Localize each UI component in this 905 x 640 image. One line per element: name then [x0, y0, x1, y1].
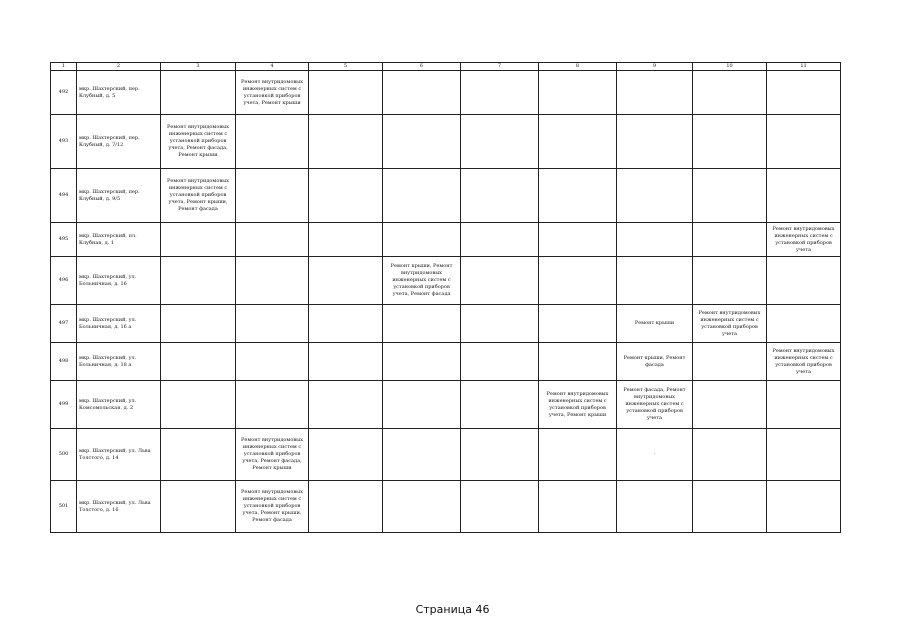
work-cell-col-7 — [461, 115, 539, 169]
work-cell-col-10 — [693, 115, 767, 169]
work-cell-col-11: Ремонт внутридомовых инженерных систем с установкой приборов учета — [767, 343, 841, 381]
work-cell-col-4: Ремонт внутридомовых инженерных систем с установкой приборов учета, Ремонт крыши, Ремонт фасада — [236, 481, 309, 533]
work-cell-col-3 — [161, 343, 236, 381]
work-cell-col-5 — [309, 257, 383, 305]
work-cell-col-8: Ремонт внутридомовых инженерных систем с установкой приборов учета, Ремонт крыши — [539, 381, 617, 429]
row-number: 494 — [51, 169, 77, 223]
work-cell-col-6 — [383, 115, 461, 169]
work-cell-col-3 — [161, 381, 236, 429]
building-address: мкр. Шахтерский, ул. Льва Толстого, д. 14 — [77, 429, 161, 481]
work-cell-col-3 — [161, 305, 236, 343]
work-cell-col-9: · — [617, 429, 693, 481]
work-cell-col-9: Ремонт крыши, Ремонт фасада — [617, 343, 693, 381]
work-cell-col-8 — [539, 257, 617, 305]
work-cell-col-3 — [161, 257, 236, 305]
work-cell-col-4 — [236, 169, 309, 223]
building-address: мкр. Шахтерский, пер. Клубный, д. 7/12 — [77, 115, 161, 169]
work-cell-col-5 — [309, 115, 383, 169]
table-row — [51, 343, 841, 381]
work-cell-col-9 — [617, 257, 693, 305]
work-cell-col-10 — [693, 429, 767, 481]
work-cell-col-10 — [693, 169, 767, 223]
column-header-10: 10 — [693, 63, 767, 71]
table-row — [51, 305, 841, 343]
work-cell-col-10 — [693, 71, 767, 115]
building-address: мкр. Шахтерский, ул. Комсомольская, д. 2 — [77, 381, 161, 429]
building-address: мкр. Шахтерский, ул. Больничная, д. 16 а — [77, 305, 161, 343]
work-cell-col-6 — [383, 429, 461, 481]
work-cell-col-8 — [539, 305, 617, 343]
column-header-7: 7 — [461, 63, 539, 71]
work-cell-col-10 — [693, 381, 767, 429]
page-number: Страница 46 — [415, 603, 490, 616]
building-address: мкр. Шахтерский, ул. Больничная, д. 16 — [77, 257, 161, 305]
work-cell-col-8 — [539, 481, 617, 533]
capital-repair-schedule-table — [50, 62, 841, 533]
work-cell-col-5 — [309, 429, 383, 481]
work-cell-col-7 — [461, 169, 539, 223]
table-row — [51, 381, 841, 429]
work-cell-col-6 — [383, 71, 461, 115]
building-address: мкр. Шахтерский, пер. Клубный, д. 9/5 — [77, 169, 161, 223]
table-row — [51, 223, 841, 257]
building-address: мкр. Шахтерский, пл. Клубная, д. 1 — [77, 223, 161, 257]
building-address: мкр. Шахтерский, пер. Клубный, д. 5 — [77, 71, 161, 115]
table-row — [51, 429, 841, 481]
work-cell-col-8 — [539, 429, 617, 481]
table-row — [51, 71, 841, 115]
work-cell-col-10 — [693, 257, 767, 305]
work-cell-col-7 — [461, 343, 539, 381]
work-cell-col-6 — [383, 305, 461, 343]
column-header-1: 1 — [51, 63, 77, 71]
work-cell-col-11 — [767, 169, 841, 223]
column-header-3: 3 — [161, 63, 236, 71]
work-cell-col-7 — [461, 257, 539, 305]
work-cell-col-3 — [161, 71, 236, 115]
work-cell-col-5 — [309, 71, 383, 115]
work-cell-col-5 — [309, 343, 383, 381]
work-cell-col-9 — [617, 481, 693, 533]
work-cell-col-7 — [461, 481, 539, 533]
table-row — [51, 481, 841, 533]
work-cell-col-9: Ремонт крыши — [617, 305, 693, 343]
work-cell-col-3 — [161, 223, 236, 257]
work-cell-col-8 — [539, 115, 617, 169]
work-cell-col-11 — [767, 481, 841, 533]
work-cell-col-7 — [461, 223, 539, 257]
work-cell-col-11 — [767, 305, 841, 343]
work-cell-col-3 — [161, 429, 236, 481]
row-number: 499 — [51, 381, 77, 429]
work-cell-col-9 — [617, 115, 693, 169]
work-cell-col-3: Ремонт внутридомовых инженерных систем с установкой приборов учета, Ремонт фасада, Ремонт крыши — [161, 115, 236, 169]
work-cell-col-5 — [309, 223, 383, 257]
work-cell-col-11 — [767, 115, 841, 169]
work-cell-col-5 — [309, 381, 383, 429]
work-cell-col-11 — [767, 381, 841, 429]
work-cell-col-6 — [383, 381, 461, 429]
work-cell-col-8 — [539, 223, 617, 257]
work-cell-col-10 — [693, 481, 767, 533]
work-cell-col-8 — [539, 71, 617, 115]
column-header-6: 6 — [383, 63, 461, 71]
work-cell-col-9 — [617, 71, 693, 115]
work-cell-col-8 — [539, 343, 617, 381]
column-header-9: 9 — [617, 63, 693, 71]
row-number: 500 — [51, 429, 77, 481]
row-number: 495 — [51, 223, 77, 257]
work-cell-col-11: Ремонт внутридомовых инженерных систем с установкой приборов учета — [767, 223, 841, 257]
building-address: мкр. Шахтерский, ул. Льва Толстого, д. 16 — [77, 481, 161, 533]
work-cell-col-9 — [617, 223, 693, 257]
work-cell-col-9: Ремонт фасада, Ремонт внутридомовых инженерных систем с установкой приборов учета — [617, 381, 693, 429]
work-cell-col-4 — [236, 381, 309, 429]
work-cell-col-10: Ремонт внутридомовых инженерных систем с установкой приборов учета — [693, 305, 767, 343]
work-cell-col-10 — [693, 223, 767, 257]
work-cell-col-7 — [461, 71, 539, 115]
work-cell-col-5 — [309, 481, 383, 533]
work-cell-col-11 — [767, 429, 841, 481]
work-cell-col-6: Ремонт крыши, Ремонт внутридомовых инженерных систем с установкой приборов учета, Ремонт фасада — [383, 257, 461, 305]
work-cell-col-4 — [236, 115, 309, 169]
work-cell-col-4 — [236, 223, 309, 257]
row-number: 493 — [51, 115, 77, 169]
work-cell-col-6 — [383, 481, 461, 533]
work-cell-col-11 — [767, 71, 841, 115]
work-cell-col-4 — [236, 343, 309, 381]
work-cell-col-4: Ремонт внутридомовых инженерных систем с установкой приборов учета, Ремонт крыши — [236, 71, 309, 115]
work-cell-col-4 — [236, 257, 309, 305]
row-number: 498 — [51, 343, 77, 381]
work-cell-col-9 — [617, 169, 693, 223]
row-number: 492 — [51, 71, 77, 115]
work-cell-col-6 — [383, 169, 461, 223]
work-cell-col-6 — [383, 343, 461, 381]
work-cell-col-3 — [161, 481, 236, 533]
column-header-11: 11 — [767, 63, 841, 71]
column-number-header-row — [51, 63, 841, 71]
column-header-4: 4 — [236, 63, 309, 71]
work-cell-col-7 — [461, 381, 539, 429]
work-cell-col-3: Ремонт внутридомовых инженерных систем с установкой приборов учета, Ремонт крыши, Ремонт фасада — [161, 169, 236, 223]
column-header-8: 8 — [539, 63, 617, 71]
row-number: 501 — [51, 481, 77, 533]
column-header-5: 5 — [309, 63, 383, 71]
work-cell-col-5 — [309, 169, 383, 223]
work-cell-col-6 — [383, 223, 461, 257]
row-number: 496 — [51, 257, 77, 305]
column-header-2: 2 — [77, 63, 161, 71]
work-cell-col-10 — [693, 343, 767, 381]
table-row — [51, 257, 841, 305]
work-cell-col-4 — [236, 305, 309, 343]
building-address: мкр. Шахтерский, ул. Больничная, д. 18 а — [77, 343, 161, 381]
table-row — [51, 169, 841, 223]
work-cell-col-7 — [461, 305, 539, 343]
row-number: 497 — [51, 305, 77, 343]
table-row — [51, 115, 841, 169]
work-cell-col-7 — [461, 429, 539, 481]
work-cell-col-8 — [539, 169, 617, 223]
work-cell-col-5 — [309, 305, 383, 343]
work-cell-col-4: Ремонт внутридомовых инженерных систем с установкой приборов учета, Ремонт фасада, Ремонт крыши — [236, 429, 309, 481]
work-cell-col-11 — [767, 257, 841, 305]
